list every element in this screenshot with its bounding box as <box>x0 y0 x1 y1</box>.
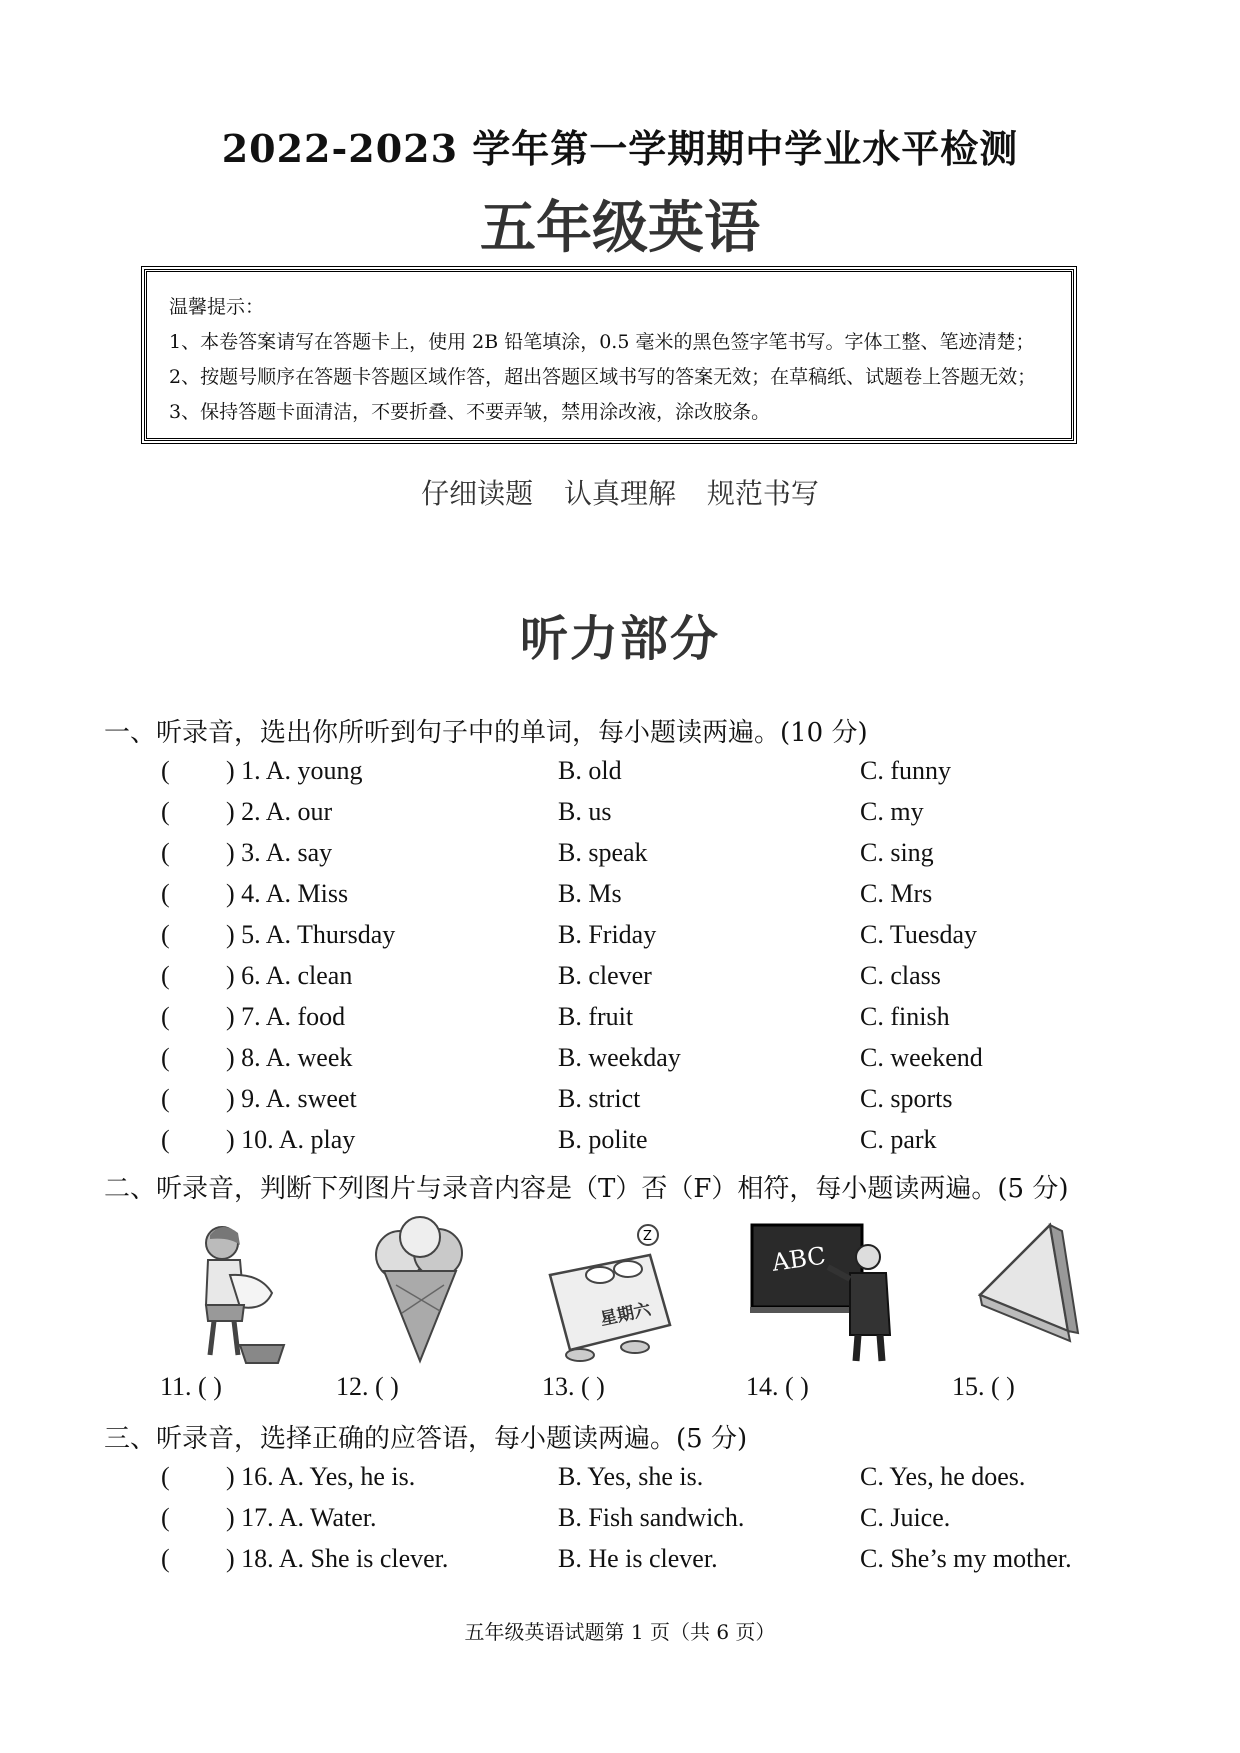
question-row <box>0 1043 1240 1083</box>
option-b: B. He is clever. <box>558 1544 718 1573</box>
picture-answer-label[interactable]: 12. ( ) <box>336 1372 399 1401</box>
question-row <box>0 1503 1240 1543</box>
option-c: C. Yes, he does. <box>860 1462 1026 1491</box>
option-c: C. Mrs <box>860 879 933 908</box>
option-c: C. Juice. <box>860 1503 951 1532</box>
option-c: C. park <box>860 1125 937 1154</box>
question-row <box>0 1125 1240 1165</box>
notice-heading: 温馨提示： <box>169 296 265 318</box>
svg-text:Z: Z <box>643 1229 652 1244</box>
option-a: ) 5. A. Thursday <box>226 920 396 949</box>
section-title: 听力部分 <box>519 611 720 667</box>
picture-answer-label[interactable]: 14. ( ) <box>746 1372 809 1401</box>
answer-paren[interactable]: ( <box>161 879 170 908</box>
sandwich-icon <box>970 1215 1080 1369</box>
notice-line: 2、按题号顺序在答题卡答题区域作答，超出答题区域书写的答案无效；在草稿纸、试题卷上答题无效； <box>169 366 1037 388</box>
option-c: C. class <box>860 961 941 990</box>
option-c: C. Tuesday <box>860 920 978 949</box>
answer-paren[interactable]: ( <box>161 920 170 949</box>
motto: 仔细读题 认真理解 规范书写 <box>421 477 819 510</box>
question-row <box>0 920 1240 960</box>
question-row <box>0 838 1240 878</box>
teacher-blackboard-icon <box>750 1215 900 1369</box>
notice-line: 1、本卷答案请写在答题卡上，使用 2B 铅笔填涂，0.5 毫米的黑色签字笔书写。字体工整、笔迹清楚； <box>169 331 1035 353</box>
option-a: ) 4. A. Miss <box>226 879 349 908</box>
option-a: ) 9. A. sweet <box>226 1084 357 1113</box>
tired-calendar-icon <box>540 1215 680 1369</box>
option-c: C. my <box>860 797 924 826</box>
question-row <box>0 756 1240 796</box>
question-row <box>0 961 1240 1001</box>
answer-paren[interactable]: ( <box>161 961 170 990</box>
notice-box <box>144 269 1074 441</box>
answer-paren[interactable]: ( <box>161 1544 170 1573</box>
answer-paren[interactable]: ( <box>161 1043 170 1072</box>
option-b: B. weekday <box>558 1043 681 1072</box>
option-b: B. Yes, she is. <box>558 1462 704 1491</box>
option-a: ) 7. A. food <box>226 1002 346 1031</box>
option-b: B. clever <box>558 961 652 990</box>
answer-paren[interactable]: ( <box>161 1462 170 1491</box>
answer-paren[interactable]: ( <box>161 1125 170 1154</box>
option-a: ) 6. A. clean <box>226 961 353 990</box>
option-b: B. us <box>558 797 612 826</box>
option-a: ) 10. A. play <box>226 1125 356 1154</box>
option-b: B. polite <box>558 1125 648 1154</box>
option-a: ) 8. A. week <box>226 1043 353 1072</box>
subject-title: 五年级英语 <box>480 196 760 261</box>
exam-title: 2022-2023 学年第一学期期中学业水平检测 <box>221 126 1019 171</box>
option-b: B. fruit <box>558 1002 634 1031</box>
girl-washing-clothes-icon <box>180 1215 290 1369</box>
part3-heading: 三、听录音，选择正确的应答语，每小题读两遍。(5 分) <box>104 1424 748 1454</box>
picture-answer-label[interactable]: 11. ( ) <box>160 1372 222 1401</box>
question-row <box>0 879 1240 919</box>
question-row <box>0 1002 1240 1042</box>
option-a: ) 1. A. young <box>226 756 363 785</box>
option-b: B. Ms <box>558 879 622 908</box>
answer-paren[interactable]: ( <box>161 1084 170 1113</box>
picture-answer-label[interactable]: 15. ( ) <box>952 1372 1015 1401</box>
option-c: C. She’s my mother. <box>860 1544 1072 1573</box>
option-b: B. old <box>558 756 622 785</box>
calendar-text: 星期六 <box>598 1299 653 1330</box>
answer-paren[interactable]: ( <box>161 797 170 826</box>
option-c: C. finish <box>860 1002 950 1031</box>
blackboard-text: ABC <box>770 1241 828 1277</box>
option-b: B. speak <box>558 838 648 867</box>
ice-cream-cone-icon <box>370 1215 470 1369</box>
option-b: B. Fish sandwich. <box>558 1503 745 1532</box>
option-a: ) 2. A. our <box>226 797 333 826</box>
answer-paren[interactable]: ( <box>161 1503 170 1532</box>
question-row <box>0 1462 1240 1502</box>
question-row <box>0 1084 1240 1124</box>
picture-answer-label[interactable]: 13. ( ) <box>542 1372 605 1401</box>
option-c: C. sports <box>860 1084 953 1113</box>
page-footer: 五年级英语试题第 1 页（共 6 页） <box>464 1620 776 1644</box>
option-b: B. strict <box>558 1084 641 1113</box>
option-c: C. funny <box>860 756 951 785</box>
part2-heading: 二、听录音，判断下列图片与录音内容是（T）否（F）相符，每小题读两遍。(5 分) <box>104 1174 1069 1204</box>
option-a: ) 3. A. say <box>226 838 333 867</box>
option-a: ) 17. A. Water. <box>226 1503 377 1532</box>
option-a: ) 16. A. Yes, he is. <box>226 1462 416 1491</box>
option-a: ) 18. A. She is clever. <box>226 1544 449 1573</box>
option-c: C. weekend <box>860 1043 983 1072</box>
question-row <box>0 1544 1240 1584</box>
answer-paren[interactable]: ( <box>161 1002 170 1031</box>
answer-paren[interactable]: ( <box>161 756 170 785</box>
part1-heading: 一、听录音，选出你所听到句子中的单词，每小题读两遍。(10 分) <box>104 718 868 748</box>
option-b: B. Friday <box>558 920 657 949</box>
notice-line: 3、保持答题卡面清洁，不要折叠、不要弄皱，禁用涂改液，涂改胶条。 <box>169 401 771 423</box>
answer-paren[interactable]: ( <box>161 838 170 867</box>
option-c: C. sing <box>860 838 934 867</box>
question-row <box>0 797 1240 837</box>
